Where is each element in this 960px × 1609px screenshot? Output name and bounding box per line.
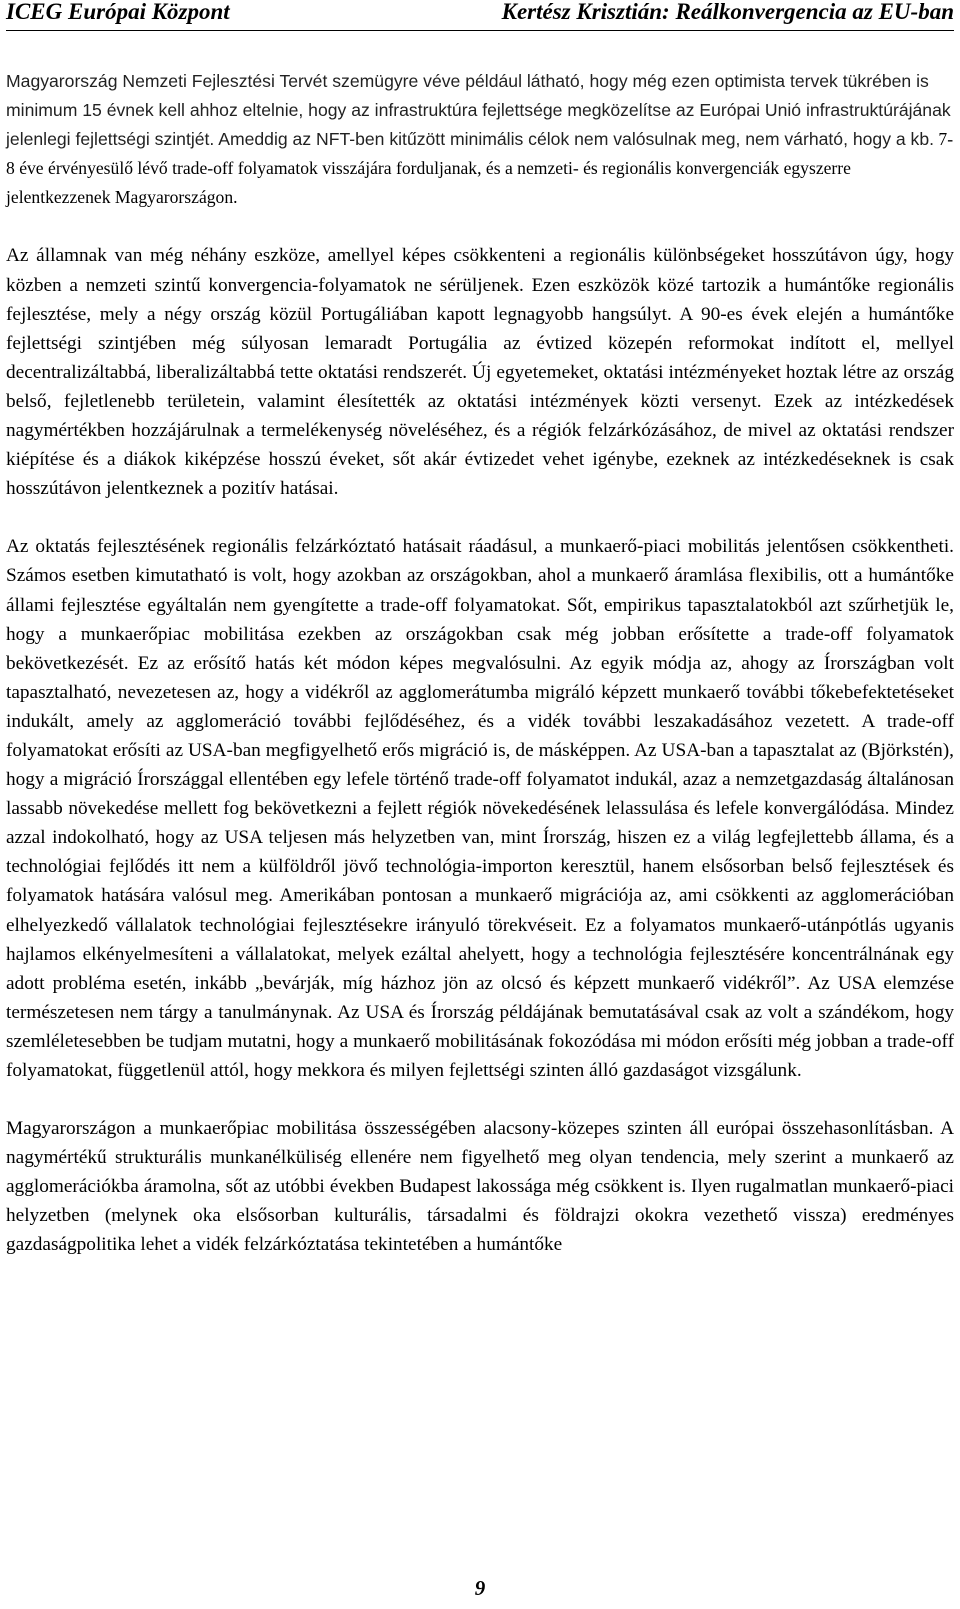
running-header (6, 0, 954, 31)
paragraph-spacer (6, 212, 954, 241)
paragraph-4: Magyarországon a munkaerőpiac mobilitása összességében alacsony-közepes szinten áll európai összehasonlításban. A nagymértékű strukturális munkanélküliség ellenére nem figyelhető meg olyan tendencia, mely szerint a munkaerő az agglomerációkba áramolna, sőt az utóbbi években Budapest lakossága még csökkent is. Ilyen rugalmatlan munkaerő-piaci helyzetben (melynek oka elsősorban kulturális, társadalmi és földrajzi okokra vezethető vissza) eredményes gazdaságpolitika lehet a vidék felzárkóztatása tekintetében a humántőke (6, 1118, 954, 1256)
paragraph-2: Az államnak van még néhány eszköze, amellyel képes csökkenteni a regionális különbségeket hosszútávon úgy, hogy közben a nemzeti szintű konvergencia-folyamatok ne sérüljenek. Ezen eszközök közé tartozik a humántőke regionális fejlesztése, mely a négy ország közül Portugáliában kapott legnagyobb hangsúlyt. A 90-es évek elején a humántőke fejlettségi szintjében még súlyosan lemaradt Portugália az évtized közepén reformokat indított el, mellyel decentralizáltabbá, liberalizáltabbá tette oktatási rendszerét. Új egyetemeket, oktatási intézményeket hoztak létre az ország belső, fejletlenebb területein, valamint élesítették az oktatási intézmények közti versenyt. Ezek az intézkedések nagymértékben hozzájárulnak a termelékenység növeléséhez, és a régiók felzárkózásához, de mivel az oktatási rendszer kiépítése és a diákok kiképzése hosszú éveket, sőt akár évtizedet vehet igénybe, ezeknek az intézkedéseknek is csak hosszútávon jelentkeznek a pozitív hatásai. (6, 245, 954, 500)
document-body (6, 67, 954, 1260)
paragraph-1 (6, 67, 954, 212)
header-author-title: Kertész Krisztián: Reálkonvergencia az EU-ban (501, 0, 954, 24)
paragraph-1-part-b: 7-8 éve érvényesülő lévő trade-off folyamatok visszájára forduljanak, és a nemzeti- és regionális konvergenciák egyszerre jelentkezzenek Magyarországon. (6, 129, 954, 208)
paragraph-1-part-a: Magyarország Nemzeti Fejlesztési Tervét szemügyre véve például látható, hogy még ezen optimista tervek tükrében is minimum 15 évnek kell ahhoz eltelnie, hogy az infrastruktúra fejlettsége megközelítse az Európai Unió infrastruktúrájának jelenlegi fejlettségi szintjét. Ameddig az NFT-ben kitűzött minimális célok nem valósulnak meg, nem várható, hogy a kb. (6, 71, 951, 150)
page-number: 9 (474, 1576, 486, 1600)
paragraph-spacer (6, 1085, 954, 1114)
paragraph-spacer (6, 503, 954, 532)
header-organization: ICEG Európai Központ (6, 0, 230, 24)
paragraph-3: Az oktatás fejlesztésének regionális felzárkóztató hatásait ráadásul, a munkaerő-piaci mobilitás jelentősen csökkentheti. Számos esetben kimutatható is volt, hogy azokban az országokban, ahol a munkaerő áramlása flexibilis, ott a humántőke állami fejlesztése egyáltalán nem gyengítette a trade-off folyamatokat. Sőt, empirikus tapasztalatokból azt szűrhetjük le, hogy a munkaerőpiac mobilitása ezekben az országokban csak még jobban erősítette a trade-off folyamatok bekövetkezését. Ez az erősítő hatás két módon képes megvalósulni. Az egyik módja az, ahogy az Írországban volt tapasztalható, nevezetesen az, hogy a vidékről az agglomerátumba migráló képzett munkaerő további tőkebefektetéseket indukált, amely az agglomeráció további fejlődéséhez, és a vidék további leszakadásához vezetett. A trade-off folyamatokat erősíti az USA-ban megfigyelhető erős migráció is, de másképpen. Az USA-ban a tapasztalat az (Björkstén), hogy a migráció Írországgal ellentében egy lefele történő trade-off folyamatot indukál, azaz a nemzetgazdaság általánosan lassabb növekedése mellett fog bekövetkezni a fejlett régiók növekedésének lelassulása és lefele konvergálódása. Mindez azzal indokolható, hogy az USA teljesen más helyzetben van, mint Írország, hiszen ez a világ legfejlettebb állama, és a technológiai fejlődés itt nem a külföldről jövő technológia-importon keresztül, hanem elsősorban belső fejlesztések és folyamatok hatására valósul meg. Amerikában pontosan a munkaerő migrációja az, ami csökkenti az agglomerációban elhelyezkedő vállalatok technológiai fejlesztésekre irányuló törekvéseit. Ez a folyamatos munkaerő-utánpótlás ugyanis hajlamos elkényelmesíteni a vállalatokat, melyek ezáltal ahelyett, hogy a technológia fejlesztésére koncentrálnának egy adott probléma esetén, inkább „bevárják, míg házhoz jön az olcsó és képzett munkaerő vidékről”. Az USA elemzése természetesen nem tárgy a tanulmánynak. Az USA és Írország példájának bemutatásával csak az volt a szándékom, hogy szemléletesebben be tudjam mutatni, hogy a munkaerő mobilitásának fokozódása mi módon erősíti még jobban a trade-off folyamatokat, függetlenül attól, hogy mekkora és milyen fejlettségi szinten álló gazdaságot vizsgálunk. (6, 536, 954, 1081)
